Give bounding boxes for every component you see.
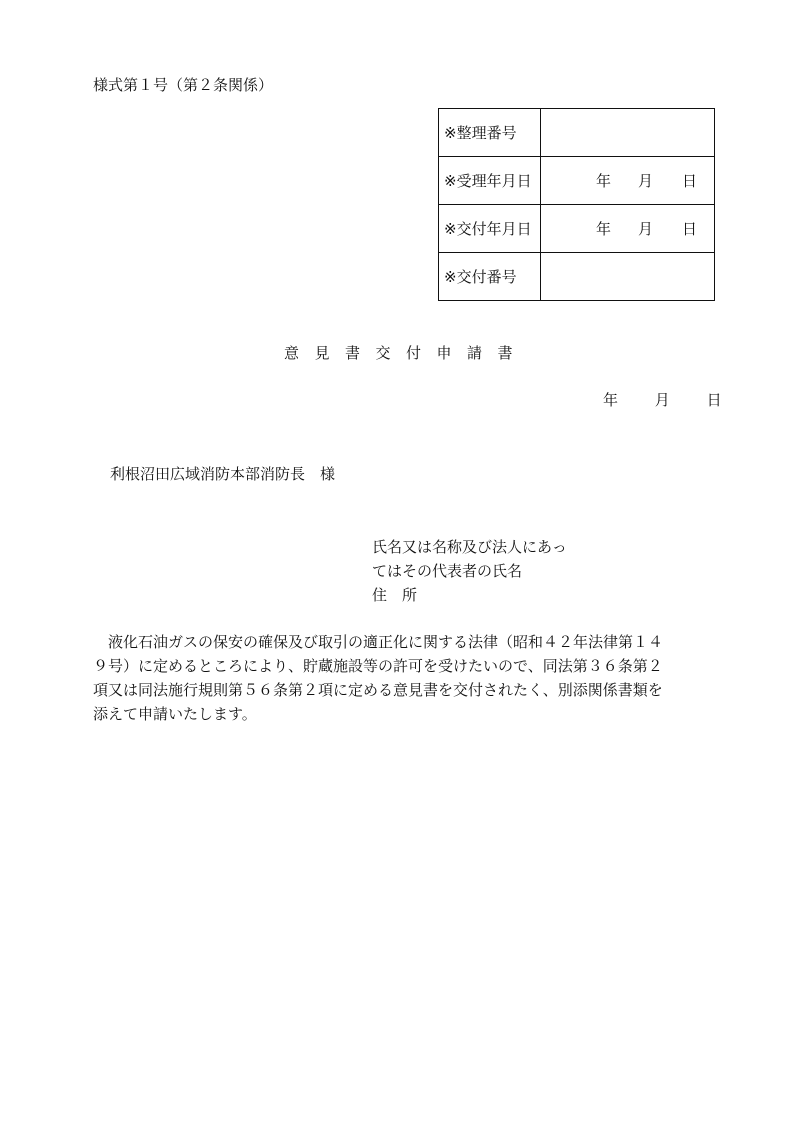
apply-day-unit: 日 (706, 391, 722, 409)
form-number: 様式第１号（第２条関係） (93, 76, 274, 94)
reference-number-value[interactable] (541, 109, 715, 157)
table-row (439, 109, 715, 157)
receipt-month-unit: 月 (638, 172, 654, 190)
issue-day-unit: 日 (682, 220, 698, 238)
body-line: 添えて申請いたします。 (93, 705, 257, 723)
applicant-name-label-line2: てはその代表者の氏名 (372, 562, 523, 580)
issue-number-label: ※交付番号 (439, 253, 541, 301)
receipt-year-unit: 年 (596, 172, 612, 190)
apply-month-unit: 月 (654, 391, 670, 409)
table-row (439, 253, 715, 301)
issue-date-label: ※交付年月日 (439, 205, 541, 253)
applicant-address-label: 住 所 (372, 586, 418, 604)
reference-number-label: ※整理番号 (439, 109, 541, 157)
apply-year-unit: 年 (603, 391, 619, 409)
office-use-table (438, 108, 715, 301)
receipt-day-unit: 日 (682, 172, 698, 190)
table-row (439, 205, 715, 253)
application-date[interactable] (603, 389, 722, 410)
issue-date-value[interactable] (541, 205, 715, 253)
document-title: 意見書交付申請書 (284, 344, 529, 362)
issue-number-value[interactable] (541, 253, 715, 301)
body-line: ９号）に定めるところにより、貯蔵施設等の許可を受けたいので、同法第３６条第２ (93, 657, 663, 675)
applicant-name-label-line1: 氏名又は名称及び法人にあっ (372, 538, 567, 556)
addressee: 利根沼田広域消防本部消防長 様 (110, 465, 336, 483)
receipt-date-label: ※受理年月日 (439, 157, 541, 205)
receipt-date-value[interactable] (541, 157, 715, 205)
table-row (439, 157, 715, 205)
body-line: 液化石油ガスの保安の確保及び取引の適正化に関する法律（昭和４２年法律第１４ (93, 633, 664, 651)
application-body (93, 630, 719, 726)
body-line: 項又は同法施行規則第５６条第２項に定める意見書を交付されたく、別添関係書類を (93, 681, 663, 699)
issue-year-unit: 年 (596, 220, 612, 238)
issue-month-unit: 月 (638, 220, 654, 238)
